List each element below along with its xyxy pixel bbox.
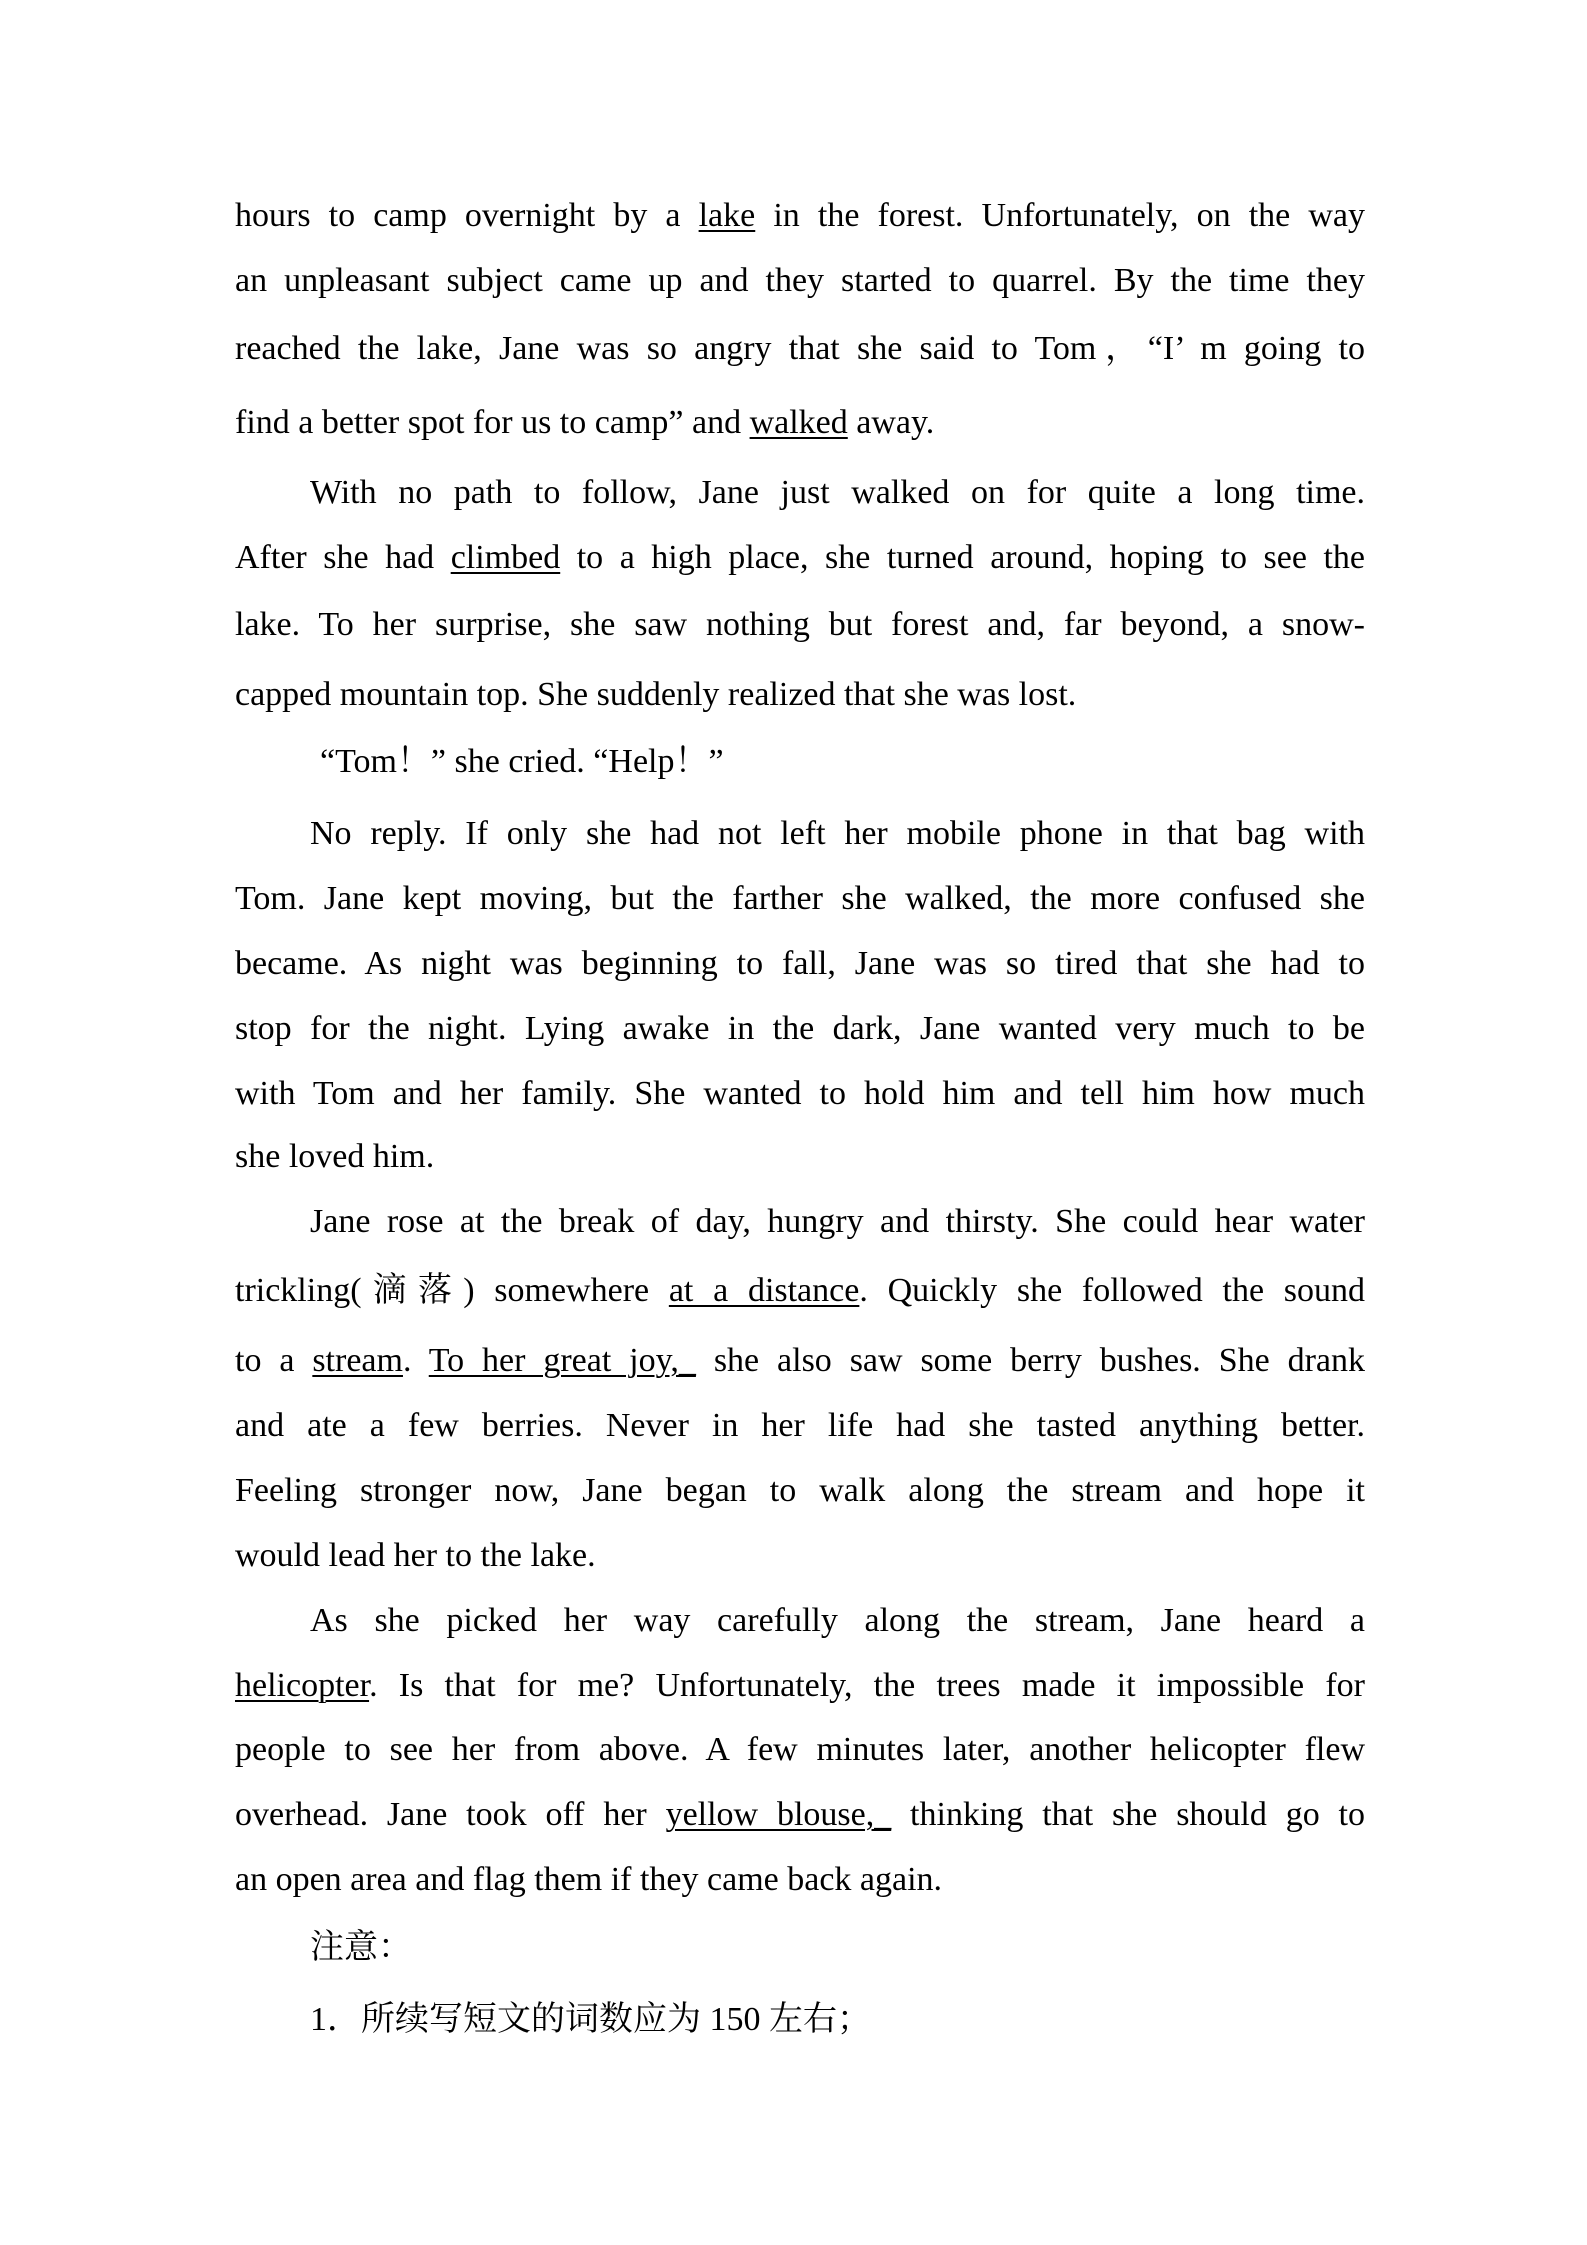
text-segment: she loved him. bbox=[235, 1138, 435, 1175]
text-line bbox=[235, 1404, 1365, 1448]
underlined-phrase: at a distance bbox=[668, 1272, 860, 1309]
text-segment: As she picked her way carefully along the stream, Jane heard a bbox=[310, 1602, 1365, 1639]
text-segment: to a high place, she turned around, hoping to see the bbox=[560, 539, 1365, 576]
underlined-phrase: climbed bbox=[450, 539, 561, 576]
text-line bbox=[235, 401, 1365, 445]
text-segment: . Quickly she followed the sound bbox=[859, 1272, 1365, 1309]
underlined-phrase: walked bbox=[749, 404, 848, 441]
text-line bbox=[235, 536, 1365, 580]
text-line bbox=[310, 1200, 1365, 1244]
text-segment: would lead her to the lake. bbox=[235, 1537, 596, 1574]
text-segment: . Is that for me? Unfortunately, the trees made it impossible for bbox=[369, 1667, 1365, 1704]
text-segment: an open area and flag them if they came back again. bbox=[235, 1861, 943, 1898]
text-segment: became. As night was beginning to fall, Jane was so tired that she had to bbox=[235, 945, 1365, 982]
text-segment: to a bbox=[235, 1342, 313, 1379]
text-segment: capped mountain top. She suddenly realized that she was lost. bbox=[235, 676, 1077, 713]
text-line bbox=[235, 194, 1365, 238]
underlined-phrase: helicopter bbox=[235, 1667, 370, 1704]
text-segment: in the forest. Unfortunately, on the way bbox=[755, 197, 1366, 234]
text-segment: an unpleasant subject came up and they started to quarrel. By the time they bbox=[235, 262, 1365, 299]
text-line bbox=[235, 327, 1365, 371]
text-segment: hours to camp overnight by a bbox=[235, 197, 699, 234]
text-segment: “Tom！” she cried. “Help！” bbox=[320, 743, 724, 780]
text-line bbox=[235, 1135, 1365, 1179]
text-line bbox=[235, 942, 1365, 986]
text-segment: lake. To her surprise, she saw nothing but forest and, far beyond, a snow- bbox=[235, 606, 1365, 643]
text-segment: with Tom and her family. She wanted to hold him and tell him how much bbox=[235, 1075, 1365, 1112]
text-segment: 1．所续写短文的词数应为 150 左右； bbox=[310, 2001, 871, 2038]
underlined-phrase: lake bbox=[698, 197, 756, 234]
underlined-phrase: yellow blouse,_ bbox=[665, 1796, 892, 1833]
text-segment: stop for the night. Lying awake in the dark, Jane wanted very much to be bbox=[235, 1010, 1365, 1047]
text-line bbox=[235, 1469, 1365, 1513]
text-segment: reached the lake, Jane was so angry that she said to Tom，“I’ m going to bbox=[235, 330, 1365, 367]
text-segment: she also saw some berry bushes. She drank bbox=[695, 1342, 1365, 1379]
text-line bbox=[235, 1793, 1365, 1837]
text-segment: Jane rose at the break of day, hungry and thirsty. She could hear water bbox=[310, 1203, 1365, 1240]
text-segment: overhead. Jane took off her bbox=[235, 1796, 666, 1833]
text-segment: After she had bbox=[235, 539, 451, 576]
text-segment: No reply. If only she had not left her mobile phone in that bag with bbox=[310, 815, 1365, 852]
text-segment: Tom. Jane kept moving, but the farther she walked, the more confused she bbox=[235, 880, 1365, 917]
text-line bbox=[310, 1998, 1365, 2042]
text-segment: away. bbox=[847, 404, 935, 441]
text-line bbox=[235, 1664, 1365, 1708]
text-line bbox=[310, 471, 1365, 515]
text-segment: and ate a few berries. Never in her life had she tasted anything better. bbox=[235, 1407, 1365, 1444]
text-line bbox=[235, 1072, 1365, 1116]
text-segment: . bbox=[402, 1342, 429, 1379]
text-line bbox=[235, 603, 1365, 647]
text-line bbox=[235, 259, 1365, 303]
text-segment: Feeling stronger now, Jane began to walk along the stream and hope it bbox=[235, 1472, 1365, 1509]
text-line bbox=[310, 1926, 1365, 1970]
text-line bbox=[235, 1339, 1365, 1383]
text-segment: 注意： bbox=[310, 1929, 412, 1966]
text-line bbox=[235, 1728, 1365, 1772]
text-line bbox=[310, 812, 1365, 856]
text-line bbox=[235, 673, 1365, 717]
text-line bbox=[235, 877, 1365, 921]
text-line bbox=[235, 1269, 1365, 1313]
text-line bbox=[235, 1858, 1365, 1902]
text-line bbox=[320, 740, 1375, 784]
text-segment: thinking that she should go to bbox=[891, 1796, 1365, 1833]
text-segment: people to see her from above. A few minutes later, another helicopter flew bbox=[235, 1731, 1365, 1768]
underlined-phrase: stream bbox=[312, 1342, 403, 1379]
text-line bbox=[310, 1599, 1365, 1643]
underlined-phrase: To her great joy,_ bbox=[428, 1342, 696, 1379]
text-line bbox=[235, 1007, 1365, 1051]
text-segment: trickling(滴落) somewhere bbox=[235, 1272, 669, 1309]
text-segment: With no path to follow, Jane just walked on for quite a long time. bbox=[310, 474, 1365, 511]
text-line bbox=[235, 1534, 1365, 1578]
text-segment: find a better spot for us to camp” and bbox=[235, 404, 750, 441]
